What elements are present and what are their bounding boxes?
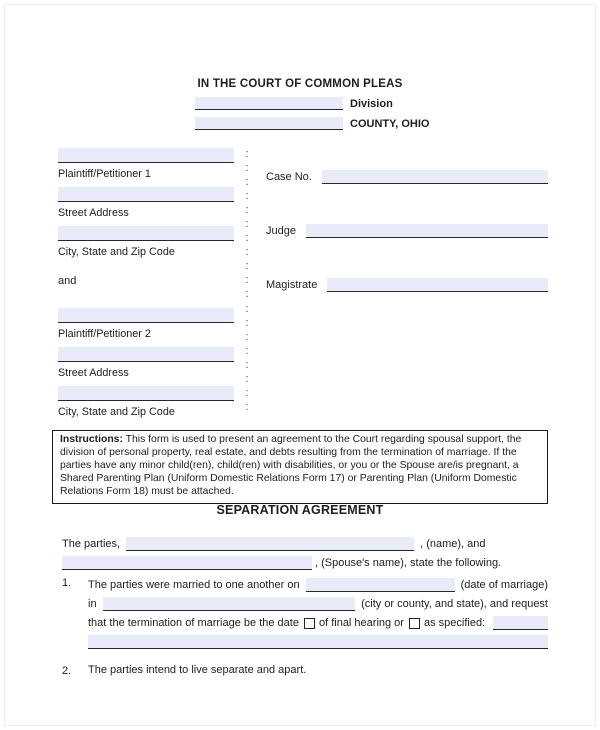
county-row: [0, 116, 600, 130]
separator-colon: :: [245, 218, 249, 231]
separator-colon: :: [245, 400, 249, 413]
party2-city-field[interactable]: [58, 386, 234, 401]
party1-name-field[interactable]: [58, 148, 234, 163]
case-no-field[interactable]: [322, 170, 548, 184]
case-caption: [58, 148, 548, 419]
item-1-line-2: [88, 594, 548, 611]
as-specified-label: as specified:: [423, 617, 486, 629]
magistrate-label: Magistrate: [266, 279, 318, 291]
party2-name-label: Plaintiff/Petitioner 2: [58, 328, 151, 340]
item-1: [62, 575, 548, 649]
caption-separator: [240, 148, 254, 412]
item1-line3-prefix: that the termination of marriage be the date: [88, 617, 299, 629]
item-2-body: [88, 663, 548, 678]
judge-label: Judge: [266, 225, 296, 237]
form-header: [0, 78, 600, 130]
marriage-date-field[interactable]: [306, 578, 455, 592]
marriage-place-field[interactable]: [103, 597, 356, 611]
parties-intro: [62, 534, 545, 570]
item-1-body: [88, 575, 548, 649]
and-label: and: [58, 275, 77, 287]
intro-name-suffix: , (name), and: [420, 538, 486, 550]
division-label: Division: [350, 98, 393, 110]
item-1-line-4: [88, 632, 548, 649]
item1-line1-text: The parties were married to one another on: [88, 579, 300, 591]
item-1-line-1: [88, 575, 548, 592]
separator-colon: :: [245, 246, 249, 259]
case-no-row: [266, 168, 548, 184]
county-label: COUNTY, OHIO: [350, 118, 430, 130]
intro-spouse-suffix: , (Spouse's name), state the following.: [315, 557, 502, 569]
separator-colon: :: [245, 176, 249, 189]
final-hearing-checkbox[interactable]: [304, 618, 315, 629]
separator-colon: :: [245, 288, 249, 301]
item1-line1-suffix: (date of marriage): [460, 579, 548, 591]
separator-colon: :: [245, 358, 249, 371]
separator-colon: :: [245, 260, 249, 273]
separator-colon: :: [245, 204, 249, 217]
party2-street-label: Street Address: [58, 367, 129, 379]
item-1-line-3: [88, 613, 548, 630]
item1-line2-prefix: in: [88, 598, 97, 610]
separator-colon: :: [245, 162, 249, 175]
as-specified-checkbox[interactable]: [409, 618, 420, 629]
party1-city-label: City, State and Zip Code: [58, 246, 175, 258]
caption-parties-column: [58, 148, 234, 419]
judge-field[interactable]: [306, 224, 548, 238]
intro-prefix: The parties,: [62, 538, 121, 550]
court-title: IN THE COURT OF COMMON PLEAS: [197, 78, 403, 90]
separator-colon: :: [245, 316, 249, 329]
magistrate-field[interactable]: [327, 278, 548, 292]
item-2-number: 2.: [62, 665, 72, 677]
petitioner-name-field[interactable]: [126, 537, 414, 551]
item-1-number: 1.: [62, 577, 72, 589]
spouse-name-field[interactable]: [62, 556, 312, 570]
final-hearing-label: of final hearing or: [318, 617, 404, 629]
caption-court-column: [266, 148, 548, 292]
item-2: [62, 663, 548, 678]
specified-date-field[interactable]: [493, 616, 548, 630]
intro-line-2: [62, 553, 545, 570]
separator-colon: :: [245, 274, 249, 287]
specified-date-continuation-field[interactable]: [88, 635, 548, 649]
party2-name-field[interactable]: [58, 308, 234, 323]
instructions-text: [60, 434, 540, 499]
party2-city-label: City, State and Zip Code: [58, 406, 175, 418]
item1-line2-suffix: (city or county, and state), and request: [361, 598, 548, 610]
item-2-text: The parties intend to live separate and apart.: [88, 664, 307, 676]
separator-colon: :: [245, 386, 249, 399]
separator-colon: :: [245, 148, 249, 160]
instructions-box: [52, 430, 548, 504]
agreement-title: SEPARATION AGREEMENT: [216, 503, 384, 517]
party1-street-label: Street Address: [58, 207, 129, 219]
party2-street-field[interactable]: [58, 347, 234, 362]
separator-colon: :: [245, 190, 249, 203]
party1-city-field[interactable]: [58, 226, 234, 241]
division-field[interactable]: [195, 97, 343, 110]
party1-street-field[interactable]: [58, 187, 234, 202]
magistrate-row: [266, 276, 548, 292]
separator-colon: :: [245, 372, 249, 385]
judge-row: [266, 222, 548, 238]
intro-line-1: [62, 534, 545, 551]
instructions-body: This form is used to present an agreement to the Court regarding spousal support, the division of personal property, real estate, and debts resulting from the termination of marriage. If the parties have any minor child(ren), child(ren) with disabilities, or you or the Spouse are/is pregnant, a Shared Parenting Plan (Uniform Domestic Relations Form 17) or Parenting Plan (Uniform Domestic Relations Form 18) must be attached.: [60, 434, 522, 497]
separator-colon: :: [245, 302, 249, 315]
separator-colon: :: [245, 330, 249, 343]
county-field[interactable]: [195, 117, 343, 130]
division-row: [0, 96, 600, 110]
separator-colon: :: [245, 232, 249, 245]
case-no-label: Case No.: [266, 171, 312, 183]
instructions-heading: Instructions:: [60, 434, 123, 445]
separator-colon: :: [245, 344, 249, 357]
party1-name-label: Plaintiff/Petitioner 1: [58, 168, 151, 180]
